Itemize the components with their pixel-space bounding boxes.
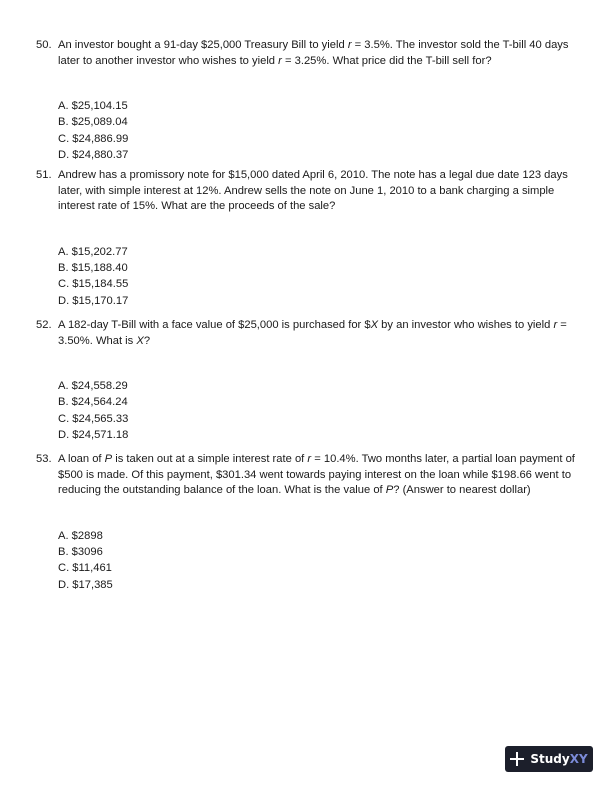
question-number: 52.: [36, 319, 52, 331]
choice-b: B. $25,089.04: [58, 116, 128, 129]
choice-d: D. $24,571.18: [58, 429, 129, 442]
choice-c: C. $24,565.33: [58, 412, 129, 425]
studyxy-logo[interactable]: [505, 746, 593, 772]
question-text: A 182-day T-Bill with a face value of $25,000 is purchased for $X by an investor who wishes to yield r = 3.50%. What is X?: [58, 319, 567, 347]
question-text: Andrew has a promissory note for $15,000 dated April 6, 2010. The note has a legal due date 123 days later, with simple interest at 12%. Andrew sells the note on June 1, 2010 to a bank charging a simple interest rate of 15%. What are the proceeds of the sale?: [58, 169, 568, 213]
question-number: 53.: [36, 453, 52, 465]
choice-c: C. $24,886.99: [58, 132, 129, 145]
question-52: [36, 318, 576, 443]
choice-d: D. $17,385: [58, 578, 113, 591]
question-number: 50.: [36, 39, 52, 51]
choice-c: C. $15,184.55: [58, 278, 129, 291]
question-51: [36, 168, 576, 309]
brand-name: Study: [530, 752, 570, 766]
answer-choices: [58, 528, 576, 593]
choice-d: D. $15,170.17: [58, 294, 129, 307]
question-text: An investor bought a 91-day $25,000 Treasury Bill to yield r = 3.5%. The investor sold the T-bill 40 days later to another investor who wishes to yield r = 3.25%. What price did the T-bill sell for?: [58, 39, 569, 67]
plus-icon: [510, 752, 524, 766]
choice-a: A. $15,202.77: [58, 245, 128, 258]
choice-a: A. $2898: [58, 529, 103, 542]
answer-choices: [58, 98, 576, 163]
choice-a: A. $24,558.29: [58, 380, 128, 393]
answer-choices: [58, 244, 576, 309]
choice-a: A. $25,104.15: [58, 100, 128, 113]
question-text: A loan of P is taken out at a simple interest rate of r = 10.4%. Two months later, a partial loan payment of $500 is made. Of this payment, $301.34 went towards paying interest on the loan while $198.66 went to reducing the outstanding balance of the loan. What is the value of P? (Answer to nearest dollar): [58, 453, 575, 497]
choice-b: B. $3096: [58, 546, 103, 559]
choice-b: B. $24,564.24: [58, 396, 128, 409]
choice-d: D. $24,880.37: [58, 149, 129, 162]
question-number: 51.: [36, 169, 52, 181]
answer-choices: [58, 378, 576, 443]
choice-b: B. $15,188.40: [58, 262, 128, 275]
brand-accent: XY: [569, 752, 588, 766]
choice-c: C. $11,461: [58, 562, 112, 575]
question-50: [36, 38, 576, 163]
question-53: [36, 452, 576, 593]
